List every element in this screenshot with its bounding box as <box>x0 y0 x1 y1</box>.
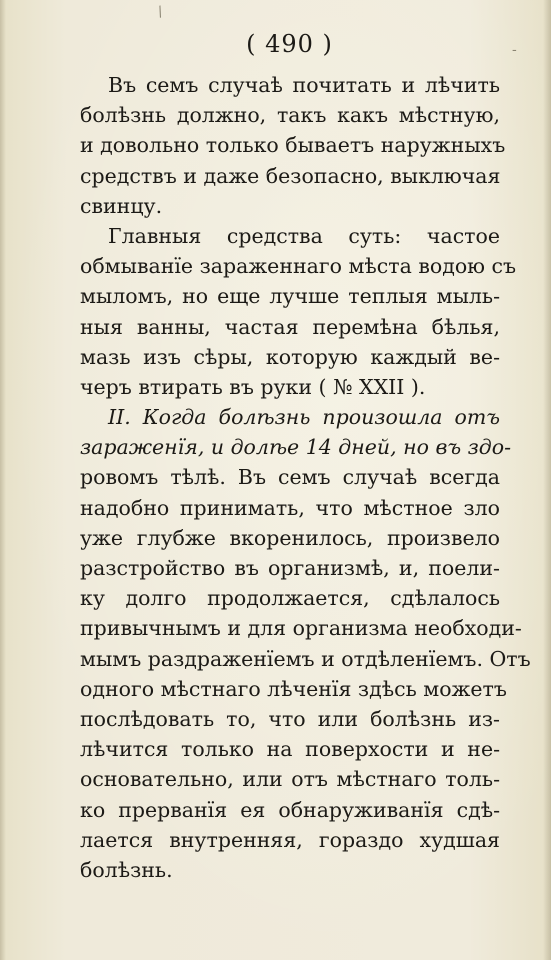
text-line: средствъ и даже безопасно, выключая <box>80 163 501 188</box>
text-line: надобно принимать, что мѣстное зло <box>80 495 500 520</box>
text-line: уже глубже вкоренилось, произвело <box>80 525 500 550</box>
text-line: разстройство въ организмѣ, и, поели- <box>80 556 500 580</box>
text-line: мыломъ, но еще лучше теплыя мыль- <box>80 284 500 309</box>
paper-speck: / <box>155 3 166 21</box>
page-left-edge-shadow <box>0 0 6 960</box>
body-text <box>80 70 531 885</box>
section-heading-line: зараженїя, и долѣе 14 дней, но въ здо- <box>80 435 512 460</box>
text-line: Главныя средства суть: частое <box>108 223 500 248</box>
text-line: одного мѣстнаго лѣченїя здѣсь можетъ <box>80 676 507 701</box>
text-line: ныя ванны, частая перемѣна бѣлья, <box>80 314 500 339</box>
text-line: основательно, или отъ мѣстнаго толь- <box>80 767 500 792</box>
text-line: болѣзнь. <box>80 857 173 882</box>
text-line: черъ втирать въ руки ( № XXII ). <box>80 374 426 399</box>
text-line: лается внутренняя, гораздо худшая <box>80 827 500 852</box>
text-line: ко прерванїя ея обнаруживанїя сдѣ- <box>80 797 500 822</box>
text-line: болѣзнь должно, такъ какъ мѣстную, <box>80 103 500 128</box>
text-line: Въ семъ случаѣ почитать и лѣчить <box>108 73 500 97</box>
text-line: и довольно только бываетъ наружныхъ <box>80 133 506 158</box>
page-right-edge-shadow <box>543 0 551 960</box>
text-line: послѣдовать то, что или болѣзнь из- <box>80 706 500 731</box>
text-line: мымъ раздраженїемъ и отдѣленїемъ. Отъ <box>80 646 531 671</box>
paper-speck: - <box>512 42 517 58</box>
text-line: обмыванїе зараженнаго мѣста водою съ <box>80 254 517 279</box>
text-line: свинцу. <box>80 193 163 218</box>
text-line: лѣчится только на поверхости и не- <box>80 737 500 762</box>
text-line: мазь изъ сѣры, которую каждый ве- <box>80 344 500 369</box>
text-line: привычнымъ и для организма необходи- <box>80 616 522 641</box>
section-heading-line: II. Когда болѣзнь произошла отъ <box>108 405 500 430</box>
text-line: ровомъ тѣлѣ. Въ семъ случаѣ всегда <box>80 465 500 490</box>
text-line: ку долго продолжается, сдѣлалось <box>80 586 500 611</box>
page-number: ( 490 ) <box>246 30 333 58</box>
